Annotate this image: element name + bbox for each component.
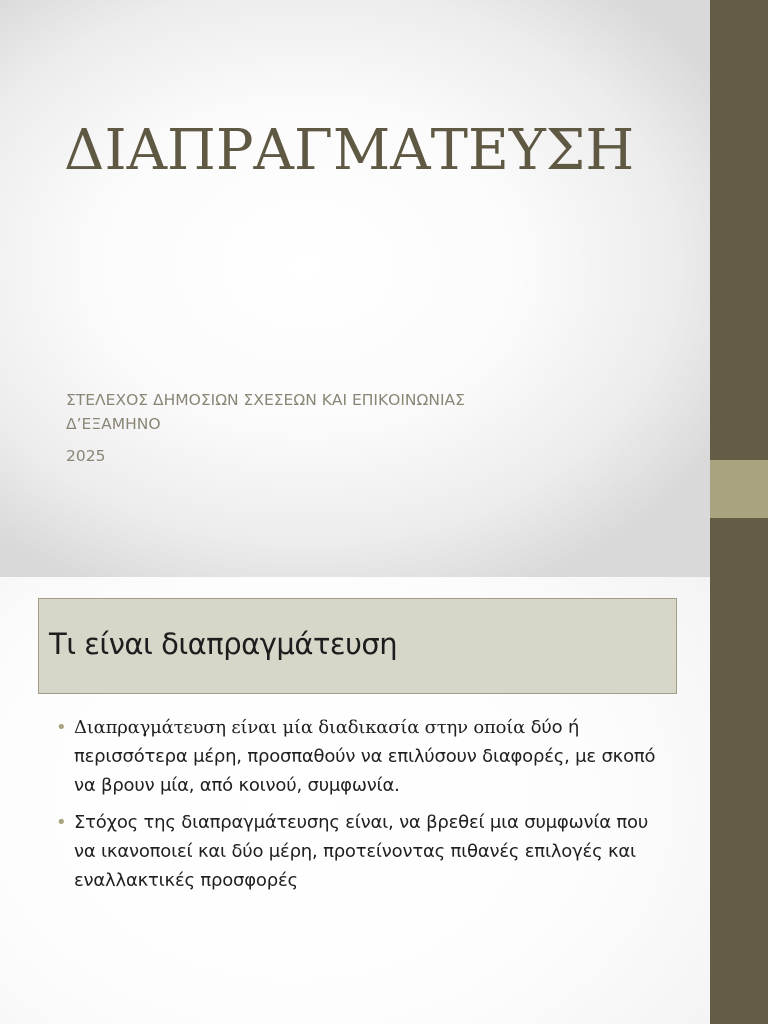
slide-heading: Τι είναι διαπραγμάτευση: [49, 627, 398, 661]
bullet-dot-icon: •: [56, 717, 67, 738]
bullet-item: [56, 713, 666, 800]
bullet-list: [56, 713, 666, 903]
bullet-text-serif: Διαπραγμάτευση είναι μία διαδικασία στην οποία: [74, 717, 531, 738]
subtitle-line-2: Δ’ΕΞΑΜΗΝΟ: [66, 415, 161, 433]
subtitle-line-1: ΣΤΕΛΕΧΟΣ ΔΗΜΟΣΙΩΝ ΣΧΕΣΕΩΝ ΚΑΙ ΕΠΙΚΟΙΝΩΝΙΑΣ: [66, 391, 465, 409]
subtitle-block: [66, 388, 465, 468]
content-slide: [0, 577, 768, 1024]
slide-title: ΔΙΑΠΡΑΓΜΑΤΕΥΣΗ: [64, 118, 635, 183]
sidebar-band: [710, 577, 768, 1024]
bullet-item: [56, 808, 666, 895]
bullet-text: δύο ή περισσότερα μέρη, προσπαθούν να επιλύσουν διαφορές, με σκοπό να βρουν μία, από κοινού, συμφωνία.: [74, 717, 656, 796]
bullet-dot-icon: •: [56, 812, 67, 833]
sidebar-accent-block: [710, 460, 768, 518]
slide-header-box: [38, 598, 677, 694]
bullet-text: Στόχος της διαπραγμάτευσης είναι, να βρεθεί μια συμφωνία που να ικανοποιεί και δύο μέρη, προτείνοντας πιθανές επιλογές και εναλλακτικές προσφορές: [74, 812, 649, 891]
subtitle-year: 2025: [66, 447, 106, 465]
